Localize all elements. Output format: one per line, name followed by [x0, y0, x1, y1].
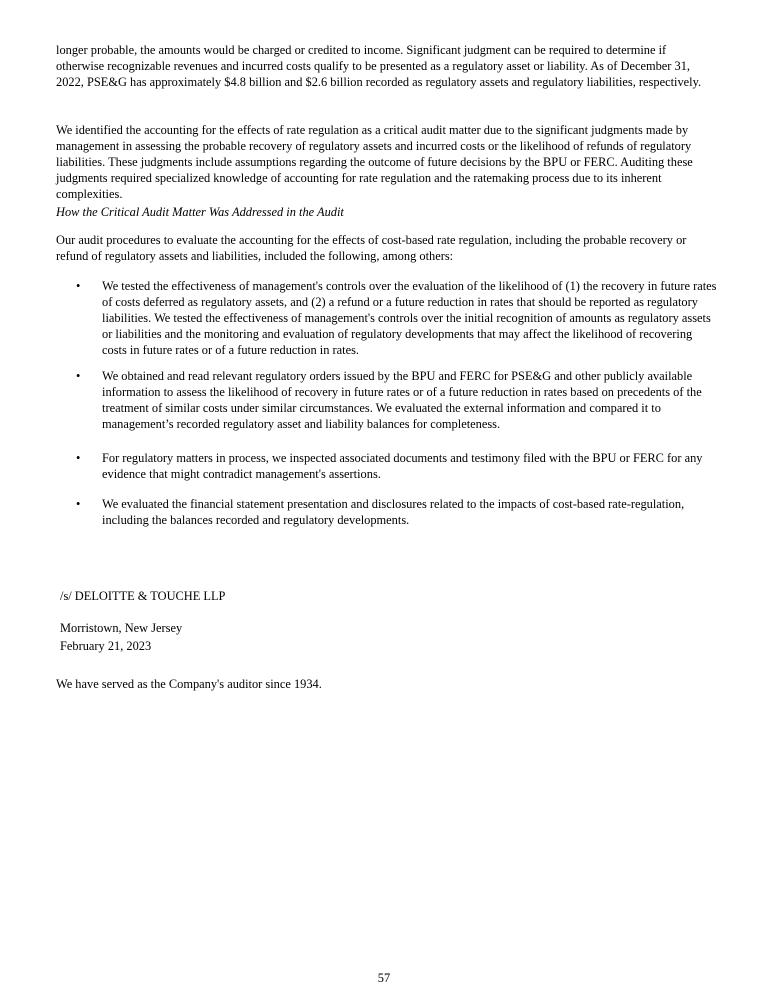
bullet-marker: •	[76, 497, 81, 511]
bullet-marker: •	[76, 279, 81, 293]
signature-location: Morristown, New Jersey	[60, 621, 183, 635]
signature-date: February 21, 2023	[60, 639, 152, 653]
paragraph-critical-audit-matter: We identified the accounting for the effects of rate regulation as a critical audit matter due to the significant judgments made by management in assessing the probable recovery of regulatory assets and incurred costs or the likelihood of refunds of regulatory liabilities. These judgments include assumptions regarding the outcome of future decisions by the BPU or FERC. Auditing these judgments required specialized knowledge of accounting for rate regulation and the ratemaking process due to its inherent complexities.	[56, 123, 693, 201]
bullet-text: We obtained and read relevant regulatory orders issued by the BPU and FERC for PSE&G and other publicly available information to assess the likelihood of recovery in future rates or of a future reduction in rates based on precedents of the treatment of similar costs under similar circumstances. We evaluated the external information and compared it to management’s recorded regulatory asset and liability balances for completeness.	[102, 369, 702, 431]
paragraph-audit-procedures: Our audit procedures to evaluate the accounting for the effects of cost-based rate regulation, including the probable recovery or refund of regulatory assets and liabilities, included the following, among others:	[56, 233, 687, 263]
paragraph-rate-regulation-intro: longer probable, the amounts would be charged or credited to income. Significant judgment can be required to determine if otherwise recognizable revenues and incurred costs qualify to be presented as a regulatory asset or liability. As of December 31, 2022, PSE&G has approximately $4.8 billion and $2.6 billion recorded as regulatory assets and regulatory liabilities, respectively.	[56, 43, 702, 89]
section-heading: How the Critical Audit Matter Was Addressed in the Audit	[56, 205, 344, 219]
bullet-text: We tested the effectiveness of management's controls over the evaluation of the likelihood of (1) the recovery in future rates of costs deferred as regulatory assets, and (2) a refund or a future reduction in rates that should be reported as regulatory liabilities. We tested the effectiveness of management's controls over the initial recognition of amounts as regulatory assets or liabilities and the monitoring and evaluation of regulatory developments that may affect the likelihood of recovering costs in future rates or of a future reduction in rates.	[102, 279, 717, 357]
bullet-text: We evaluated the financial statement presentation and disclosures related to the impacts of cost-based rate-regulation, including the balances recorded and regulatory developments.	[102, 497, 685, 527]
bullet-marker: •	[76, 451, 81, 465]
page-number: 57	[377, 971, 391, 985]
bullet-text: For regulatory matters in process, we inspected associated documents and testimony filed with the BPU or FERC for any evidence that might contradict management's assertions.	[102, 451, 703, 481]
auditor-tenure-statement: We have served as the Company's auditor since 1934.	[56, 677, 322, 691]
bullet-marker: •	[76, 369, 81, 383]
signature-firm: /s/ DELOITTE & TOUCHE LLP	[60, 589, 226, 603]
